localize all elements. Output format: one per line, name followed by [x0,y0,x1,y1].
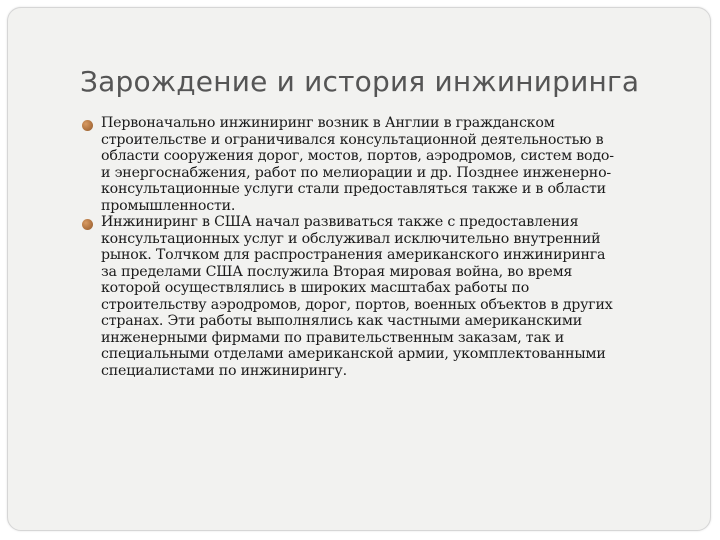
bullet-text: Инжиниринг в США начал развиваться также с предоставления консультационных услуг и обслуживал исключительно внутренний рынок. Толчком для распространения американского инжиниринга за пределами США послужила Вторая мировая война, во время которой осуществлялись в широких масштабах работы по строительству аэродромов, дорог, портов, военных объектов в других странах. Эти работы выполнялись как частными американскими инженерными фирмами по правительственным заказам, так и специальными отделами американской армии, укомплектованными специалистами по инжинирингу. [101,214,613,379]
bullet-item [82,214,682,379]
bullet-list [82,115,682,379]
bullet-text: Первоначально инжиниринг возник в Англии в гражданском строительстве и ограничивался консультационной деятельностью в области сооружения дорог, мостов, портов, аэродромов, систем водо- и энергоснабжения, работ по мелиорации и др. Позднее инженерно- консультационные услуги стали предоставляться также и в области промышленности. [101,115,614,214]
circle-bullet-icon [82,219,93,230]
slide-title: Зарождение и история инжиниринга [80,65,640,98]
circle-bullet-icon [82,120,93,131]
bullet-item [82,115,682,214]
